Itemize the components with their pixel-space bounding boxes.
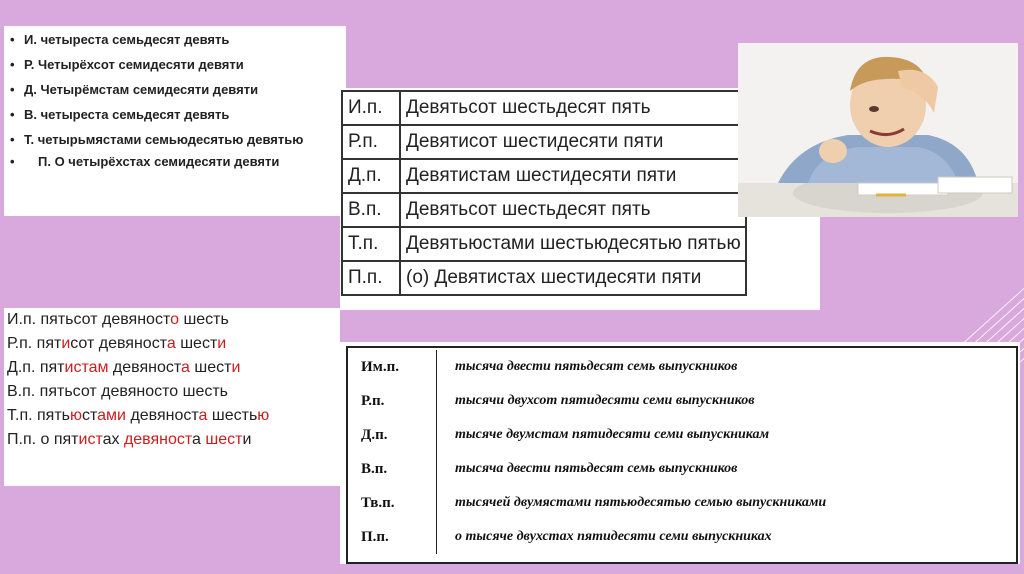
text-cell: Девятисот шестидесяти пяти xyxy=(400,125,746,159)
declension-line xyxy=(4,428,340,452)
table-row xyxy=(360,418,827,452)
table-row xyxy=(342,91,746,125)
text-part: ст xyxy=(82,407,98,424)
list-item: • Р. Четырёхсот семидесяти девяти xyxy=(10,57,346,73)
text-cell: Девятьюстами шестьюдесятью пятью xyxy=(400,227,746,261)
ending-highlight: и xyxy=(231,359,241,376)
declension-line xyxy=(4,404,340,428)
text-cell: (о) Девятистах шестидесяти пяти xyxy=(400,261,746,295)
list-item: • Д. Четырёмстам семидесяти девяти xyxy=(10,82,346,98)
table-row xyxy=(342,159,746,193)
text-part: девяност xyxy=(108,359,182,376)
ending-highlight: ю xyxy=(257,407,270,424)
table-row xyxy=(342,227,746,261)
declension-line xyxy=(4,356,340,380)
declension-line xyxy=(4,308,340,332)
case-cell: Д.п. xyxy=(342,159,400,193)
declension-list xyxy=(4,26,346,170)
text-cell: тысячи двухсот пятидесяти семи выпускников xyxy=(437,384,828,418)
case-cell: П.п. xyxy=(342,261,400,295)
table-row xyxy=(342,125,746,159)
ending-highlight: а xyxy=(198,407,208,424)
case-cell: П.п. xyxy=(361,528,389,545)
table-row xyxy=(360,384,827,418)
text-part: Р.п. пят xyxy=(7,335,62,352)
ending-highlight: а xyxy=(166,335,176,352)
declension-table-1257 xyxy=(360,350,827,554)
box-479-declension xyxy=(4,26,346,216)
list-item: • И. четыреста семьдесят девять xyxy=(10,32,346,48)
text-part: шесть xyxy=(179,311,229,328)
text-part: девяност xyxy=(126,407,199,424)
ending-highlight: девяност xyxy=(119,431,193,448)
table-row xyxy=(360,486,827,520)
declension-line xyxy=(4,380,340,404)
text-cell: тысячей двумястами пятьюдесятью семью выпускниками xyxy=(437,486,828,520)
photo-illustration xyxy=(738,43,1018,217)
text-part: В.п. пятьсот девяносто шесть xyxy=(7,383,229,400)
list-item: • П. О четырёхстах семидесяти девяти xyxy=(10,154,346,170)
text-part: ах xyxy=(102,431,120,448)
text-cell: тысяча двести пятьдесят семь выпускников xyxy=(437,452,828,486)
text-part: шест xyxy=(175,335,218,352)
table-row xyxy=(360,452,827,486)
text-part: Т.п. пять xyxy=(7,407,70,424)
text-part: сот девяност xyxy=(70,335,167,352)
ending-highlight: ист xyxy=(78,431,103,448)
case-cell: В.п. xyxy=(342,193,400,227)
ending-highlight: шест xyxy=(200,431,243,448)
text-part: И.п. пятьсот девяност xyxy=(7,311,171,328)
case-cell: Тв.п. xyxy=(361,494,395,511)
box-1257-table xyxy=(340,342,1020,564)
text-cell: Девятистам шестидесяти пяти xyxy=(400,159,746,193)
text-cell: о тысяче двухстах пятидесяти семи выпускниках xyxy=(437,520,828,554)
list-item: • Т. четырьмястами семьюдесятью девятью xyxy=(10,132,314,148)
text-cell: тысяче двумстам пятидесяти семи выпускникам xyxy=(437,418,828,452)
declension-table-965 xyxy=(341,90,747,296)
list-item: • В. четыреста семьдесят девять xyxy=(10,107,346,123)
text-part: Д.п. пят xyxy=(7,359,65,376)
table-row xyxy=(342,193,746,227)
case-cell: Р.п. xyxy=(342,125,400,159)
ending-highlight: и xyxy=(61,335,71,352)
text-part: шест xyxy=(189,359,232,376)
text-cell: Девятьсот шестьдесят пять xyxy=(400,91,746,125)
text-cell: Девятьсот шестьдесят пять xyxy=(400,193,746,227)
table-row xyxy=(360,350,827,384)
text-part: П.п. о пят xyxy=(7,431,79,448)
case-cell: Д.п. xyxy=(361,426,388,443)
text-part: шесть xyxy=(207,407,258,424)
case-cell: В.п. xyxy=(361,460,388,477)
text-part: и xyxy=(242,431,252,448)
ending-highlight: а xyxy=(181,359,190,376)
text-part: а xyxy=(192,431,201,448)
case-cell: Им.п. xyxy=(361,358,400,375)
table-row xyxy=(342,261,746,295)
case-cell: И.п. xyxy=(342,91,400,125)
ending-highlight: о xyxy=(170,311,179,328)
student-photo xyxy=(738,43,1018,217)
case-cell: Р.п. xyxy=(361,392,385,409)
declension-line xyxy=(4,332,340,356)
ending-highlight: и xyxy=(217,335,227,352)
case-cell: Т.п. xyxy=(342,227,400,261)
ending-highlight: ю xyxy=(70,407,82,424)
ending-highlight: истам xyxy=(64,359,109,376)
box-596-declension xyxy=(4,308,340,486)
table-row xyxy=(360,520,827,554)
text-cell: тысяча двести пятьдесят семь выпускников xyxy=(437,350,828,384)
ending-highlight: ами xyxy=(97,407,126,424)
